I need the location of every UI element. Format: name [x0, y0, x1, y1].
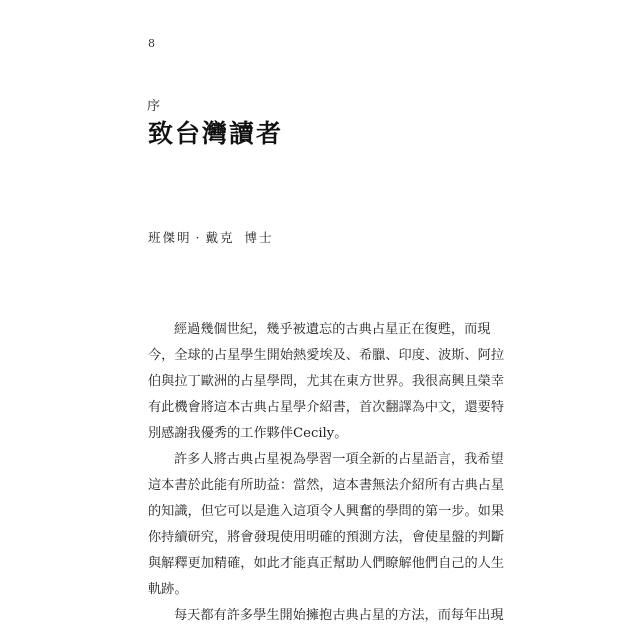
author-separator: ·: [195, 230, 202, 245]
paragraph-line: 每天都有許多學生開始擁抱古典占星的方法，而每年出現: [174, 608, 504, 623]
author-title: 博士: [244, 230, 274, 245]
paragraph-line: 經過幾個世紀，幾乎被遺忘的古典占星正在復甦，而現: [174, 322, 491, 337]
author-line: [148, 228, 274, 246]
section-label: 序: [147, 99, 161, 114]
paragraph-line: 與解釋更加精確，如此才能真正幫助人們瞭解他們自己的人生: [148, 556, 505, 571]
paragraph-line: 別感謝我優秀的工作夥伴Cecily。: [148, 426, 348, 441]
paragraph-line: 伯與拉丁歐洲的占星學問，尤其在東方世界。我很高興且榮幸: [148, 374, 505, 389]
page-number: 8: [148, 37, 155, 50]
body-text: [148, 317, 505, 629]
author-name: 班傑明: [148, 230, 192, 245]
paragraph-line: 這本書於此能有所助益：當然，這本書無法介紹所有古典占星: [148, 478, 505, 493]
paragraph-line: 許多人將古典占星視為學習一項全新的占星語言，我希望: [174, 452, 504, 467]
paragraph-line: 的知識，但它可以是進入這項令人興奮的學問的第一步。如果: [148, 504, 505, 519]
paragraph-line: 軌跡。: [148, 582, 188, 597]
paragraph-line: 有此機會將這本古典占星學介紹書，首次翻譯為中文，還要特: [148, 400, 505, 415]
paragraph-line: 你持續研究，將會發現使用明確的預測方法，會使星盤的判斷: [148, 530, 505, 545]
author-surname: 戴克: [205, 230, 235, 245]
paragraph-line: 今，全球的占星學生開始熱愛埃及、希臘、印度、波斯、阿拉: [148, 348, 505, 363]
chapter-title: 致台灣讀者: [148, 119, 284, 148]
